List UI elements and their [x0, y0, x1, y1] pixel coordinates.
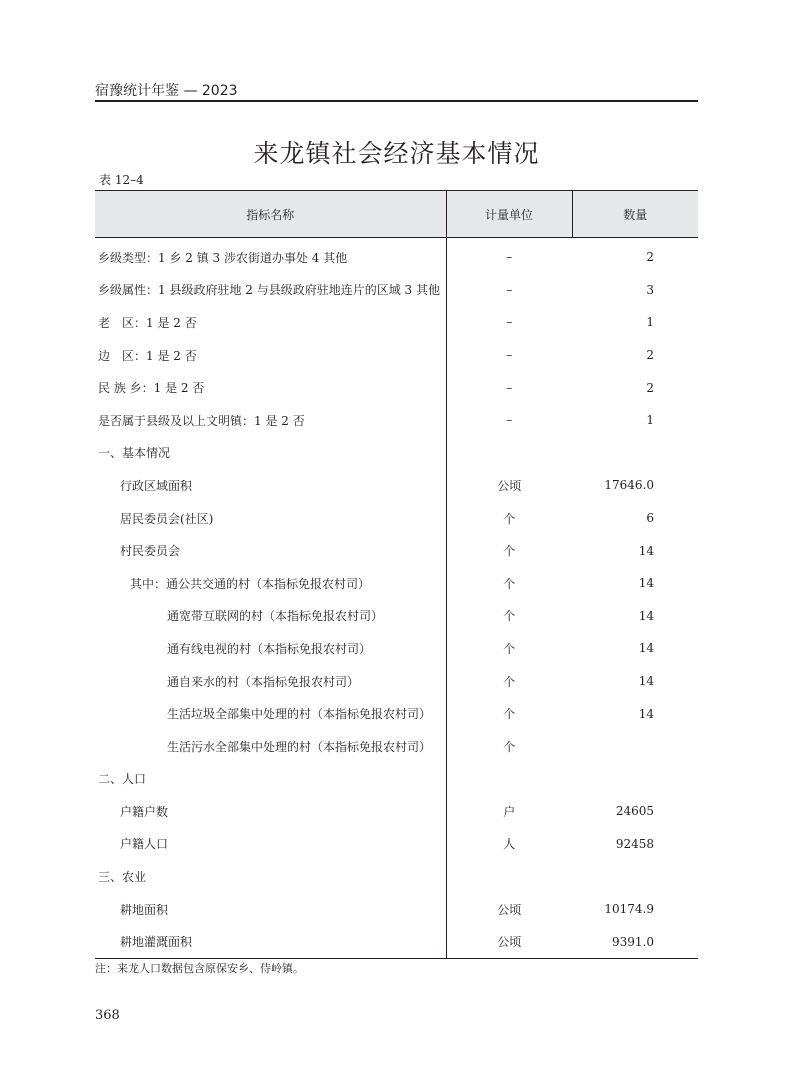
- page-title: 来龙镇社会经济基本情况: [253, 139, 540, 168]
- column-header-quantity: 数量: [572, 191, 698, 238]
- table-row: [95, 274, 698, 307]
- row-quantity: 14: [638, 706, 654, 721]
- section-heading: 二、人口: [98, 772, 147, 787]
- row-unit: 个: [446, 730, 572, 763]
- row-name: 居民委员会(社区): [120, 511, 214, 526]
- statistics-table-container: [95, 190, 698, 959]
- row-name: 其中：通公共交通的村（本指标免报农村司）: [130, 576, 371, 591]
- row-name: 乡级属性：1 县级政府驻地 2 与县级政府驻地连片的区域 3 其他: [98, 283, 440, 298]
- statistics-table: [95, 190, 698, 959]
- section-heading: 一、基本情况: [98, 446, 171, 461]
- row-unit: 个: [446, 632, 572, 665]
- row-unit: 个: [446, 534, 572, 567]
- row-quantity: 10174.9: [604, 902, 654, 917]
- row-unit: 人: [446, 828, 572, 861]
- row-unit: 个: [446, 567, 572, 600]
- row-quantity: [572, 437, 698, 470]
- row-unit: 个: [446, 502, 572, 535]
- column-header-unit: 计量单位: [446, 191, 572, 238]
- section-heading: 三、农业: [98, 870, 147, 885]
- running-header: 宿豫统计年鉴 — 2023: [95, 83, 238, 99]
- row-quantity: 14: [638, 641, 654, 656]
- table-row: [95, 339, 698, 372]
- row-unit: –: [446, 238, 572, 274]
- table-section-row: [95, 763, 698, 796]
- row-quantity: 2: [646, 348, 654, 363]
- table-row: [95, 371, 698, 404]
- row-name: 通自来水的村（本指标免报农村司）: [167, 674, 360, 689]
- table-header-row: [95, 191, 698, 238]
- row-name: 户籍人口: [120, 837, 169, 852]
- row-unit: 公顷: [446, 469, 572, 502]
- row-quantity: 1: [646, 413, 654, 428]
- row-name: 生活污水全部集中处理的村（本指标免报农村司）: [167, 739, 432, 754]
- row-name: 行政区域面积: [120, 478, 193, 493]
- row-quantity: 24605: [615, 804, 654, 819]
- row-unit: –: [446, 274, 572, 307]
- table-row: [95, 795, 698, 828]
- row-quantity: 2: [646, 380, 654, 395]
- header-rule: [95, 100, 698, 102]
- table-row: [95, 567, 698, 600]
- table-footnote: 注：来龙人口数据包含原保安乡、侍岭镇。: [95, 962, 304, 975]
- table-row: [95, 893, 698, 926]
- row-name: 村民委员会: [120, 544, 181, 559]
- row-unit: 个: [446, 697, 572, 730]
- row-quantity: 14: [638, 674, 654, 689]
- row-quantity: 92458: [615, 836, 654, 851]
- row-unit: 个: [446, 665, 572, 698]
- row-name: 老 区：1 是 2 否: [98, 315, 197, 330]
- row-name: 耕地面积: [120, 902, 169, 917]
- row-unit: –: [446, 339, 572, 372]
- table-row: [95, 502, 698, 535]
- row-unit: 户: [446, 795, 572, 828]
- row-name: 户籍户数: [120, 804, 169, 819]
- table-row: [95, 469, 698, 502]
- row-quantity: 14: [638, 543, 654, 558]
- row-unit: 个: [446, 600, 572, 633]
- table-section-row: [95, 437, 698, 470]
- row-unit: –: [446, 404, 572, 437]
- table-row: [95, 306, 698, 339]
- row-quantity: 17646.0: [604, 478, 654, 493]
- table-row: [95, 697, 698, 730]
- row-quantity: [572, 763, 698, 796]
- row-quantity: [572, 730, 698, 763]
- table-number: 表 12–4: [99, 173, 144, 187]
- row-unit: –: [446, 371, 572, 404]
- row-quantity: 9391.0: [572, 925, 698, 958]
- table-row: [95, 925, 698, 958]
- row-name: 乡级类型：1 乡 2 镇 3 涉农街道办事处 4 其他: [98, 250, 348, 265]
- table-row: [95, 404, 698, 437]
- row-unit: 公顷: [446, 893, 572, 926]
- table-row: [95, 534, 698, 567]
- row-name: 边 区：1 是 2 否: [98, 348, 197, 363]
- row-quantity: 14: [638, 576, 654, 591]
- row-quantity: 2: [646, 250, 654, 265]
- row-quantity: 6: [646, 511, 654, 526]
- row-quantity: [572, 860, 698, 893]
- row-name: 民 族 乡：1 是 2 否: [98, 381, 205, 396]
- column-header-name: 指标名称: [95, 191, 446, 238]
- table-row: [95, 238, 698, 274]
- table-row: [95, 600, 698, 633]
- table-row: [95, 632, 698, 665]
- row-name: 耕地灌溉面积: [95, 925, 446, 958]
- table-row: [95, 828, 698, 861]
- table-row: [95, 730, 698, 763]
- row-quantity: 1: [646, 315, 654, 330]
- table-row: [95, 665, 698, 698]
- row-name: 是否属于县级及以上文明镇：1 是 2 否: [98, 413, 305, 428]
- row-unit: –: [446, 306, 572, 339]
- row-unit: [446, 860, 572, 893]
- row-unit: 公顷: [446, 925, 572, 958]
- row-quantity: 14: [638, 608, 654, 623]
- row-name: 通有线电视的村（本指标免报农村司）: [167, 641, 372, 656]
- row-unit: [446, 763, 572, 796]
- row-unit: [446, 437, 572, 470]
- row-name: 生活垃圾全部集中处理的村（本指标免报农村司）: [167, 707, 432, 722]
- row-name: 通宽带互联网的村（本指标免报农村司）: [167, 609, 384, 624]
- page-number: 368: [95, 1008, 120, 1023]
- row-quantity: 3: [646, 282, 654, 297]
- table-section-row: [95, 860, 698, 893]
